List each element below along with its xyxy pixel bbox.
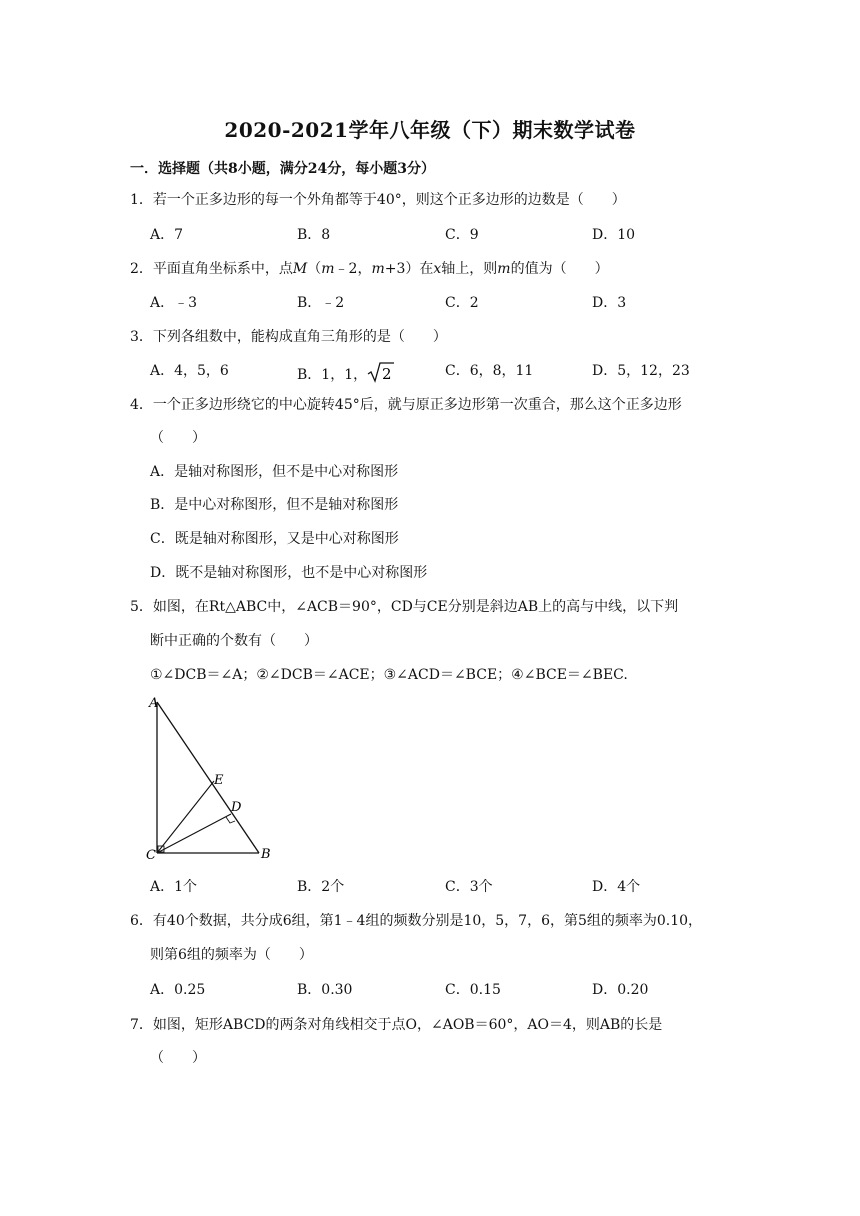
q4-option-b: B．是中心对称图形，但不是轴对称图形 xyxy=(150,497,399,513)
vertex-b-label: B xyxy=(261,847,271,862)
q2-option-d: D．3 xyxy=(592,295,627,311)
q2-option-b: B．﹣2 xyxy=(297,295,345,311)
question-6-line-1: 6．有40个数据，共分成6组，第1﹣4组的频数分别是10，5，7，6，第5组的频率为0.10， xyxy=(130,913,703,929)
q6-option-b: B．0.30 xyxy=(297,982,353,998)
q1-option-d: D．10 xyxy=(592,227,636,243)
question-4-line-2: （ ） xyxy=(150,430,206,446)
section-heading: 一．选择题（共8小题，满分24分，每小题3分） xyxy=(130,161,435,177)
q4-option-c: C．既是轴对称图形，又是中心对称图形 xyxy=(150,531,399,547)
question-5-line-2: 断中正确的个数有（ ） xyxy=(150,633,318,649)
question-5-line-1: 5．如图，在Rt△ABC中，∠ACB＝90°，CD与CE分别是斜边AB上的高与中线，以下判 xyxy=(130,599,679,615)
q4-option-a: A．是轴对称图形，但不是中心对称图形 xyxy=(150,464,399,480)
q5-option-b: B．2个 xyxy=(297,879,345,895)
q6-option-d: D．0.20 xyxy=(592,982,649,998)
question-6-line-2: 则第6组的频率为（ ） xyxy=(150,947,313,963)
question-2-stem: 2．平面直角坐标系中，点M（m﹣2，m+3）在x轴上，则m的值为（ ） xyxy=(130,261,609,277)
q5-option-c: C．3个 xyxy=(445,879,493,895)
sqrt-icon xyxy=(367,361,395,389)
point-e-label: E xyxy=(214,773,224,788)
q6-option-a: A．0.25 xyxy=(150,982,206,998)
question-1-stem: 1．若一个正多边形的每一个外角都等于40°，则这个正多边形的边数是（ ） xyxy=(130,192,626,208)
q4-option-d: D．既不是轴对称图形，也不是中心对称图形 xyxy=(150,565,428,581)
vertex-a-label: A xyxy=(149,696,159,711)
page-title: 2020-2021学年八年级（下）期末数学试卷 xyxy=(224,118,636,142)
triangle-figure xyxy=(140,690,280,869)
question-3-stem: 3．下列各组数中，能构成直角三角形的是（ ） xyxy=(130,329,447,345)
point-d-label: D xyxy=(231,800,242,815)
vertex-c-label: C xyxy=(146,848,156,863)
q1-option-a: A．7 xyxy=(150,227,184,243)
q5-option-a: A．1个 xyxy=(150,879,198,895)
q2-option-c: C．2 xyxy=(445,295,479,311)
q1-option-b: B．8 xyxy=(297,227,331,243)
q3-option-d: D．5，12，23 xyxy=(592,363,690,379)
q5-option-d: D．4个 xyxy=(592,879,641,895)
q3-option-c: C．6，8，11 xyxy=(445,363,534,379)
q6-option-c: C．0.15 xyxy=(445,982,501,998)
question-5-statements: ①∠DCB＝∠A；②∠DCB＝∠ACE；③∠ACD＝∠BCE；④∠BCE＝∠BEC. xyxy=(150,667,628,683)
q3-option-a: A．4，5，6 xyxy=(150,363,229,379)
question-7-line-1: 7．如图，矩形ABCD的两条对角线相交于点O，∠AOB＝60°，AO＝4，则AB的长是 xyxy=(130,1017,663,1033)
question-4-line-1: 4．一个正多边形绕它的中心旋转45°后，就与原正多边形第一次重合，那么这个正多边形 xyxy=(130,397,682,413)
question-7-line-2: （ ） xyxy=(150,1050,206,1066)
svg-text:2: 2 xyxy=(382,365,392,383)
q3-option-b: B．1，1， 2 xyxy=(297,361,395,389)
q2-option-a: A．﹣3 xyxy=(150,295,198,311)
q1-option-c: C．9 xyxy=(445,227,479,243)
